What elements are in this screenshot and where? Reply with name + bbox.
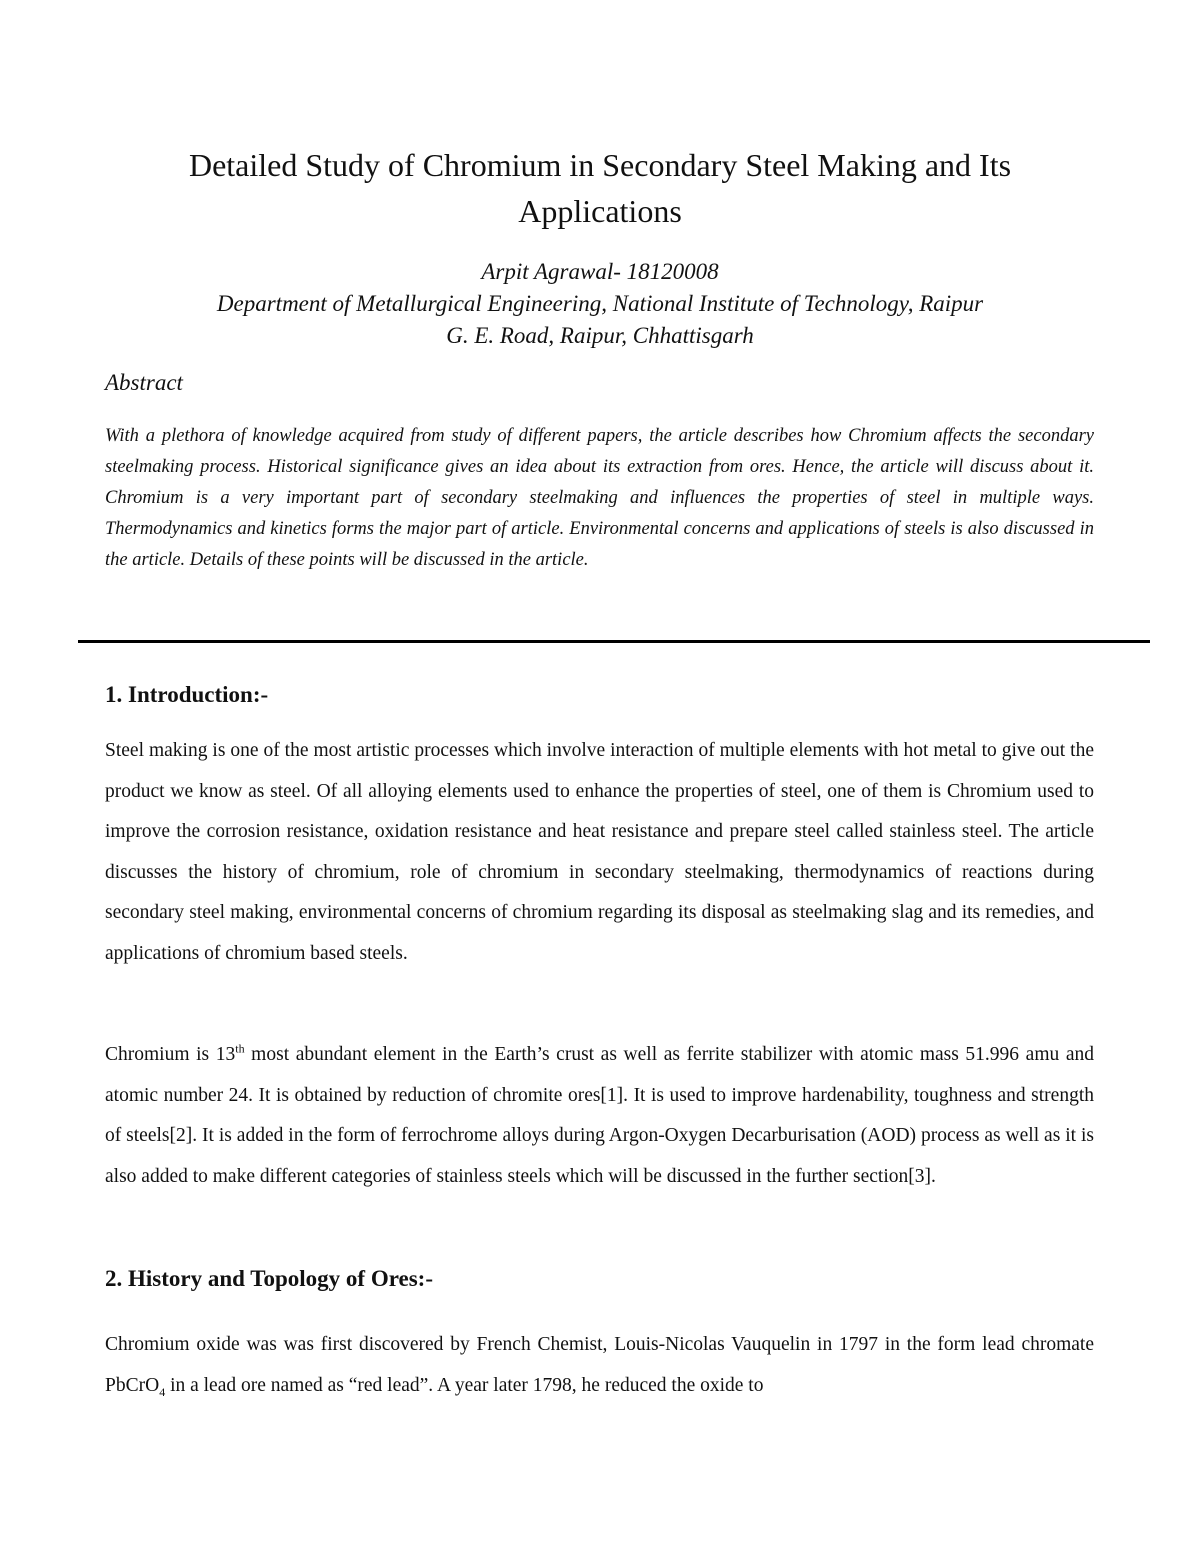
intro-p2-text-a: Chromium is 13 <box>105 1044 236 1065</box>
author-address: G. E. Road, Raipur, Chhattisgarh <box>446 323 754 348</box>
author-name: Arpit Agrawal- 18120008 <box>481 259 719 284</box>
ordinal-superscript: th <box>235 1041 245 1056</box>
introduction-paragraph-2 <box>105 1035 1094 1197</box>
paper-title-line-2: Applications <box>518 193 682 229</box>
author-affiliation: Department of Metallurgical Engineering, National Institute of Technology, Raipur <box>216 291 984 316</box>
history-p1-text-b: in a lead ore named as “red lead”. A year later 1798, he reduced the oxide to <box>165 1374 764 1396</box>
history-paragraph-1 <box>105 1325 1094 1406</box>
history-p1-text-a: Chromium oxide was was first discovered by French Chemist, Louis-Nicolas Vauquelin in 1797 in the form lead chromate PbCrO <box>105 1334 1094 1396</box>
abstract-heading: Abstract <box>105 370 183 395</box>
formula-subscript: 4 <box>159 1384 166 1399</box>
paper-title-line-1: Detailed Study of Chromium in Secondary Steel Making and Its <box>188 147 1012 183</box>
section-divider <box>78 640 1150 643</box>
author-block <box>60 256 1140 352</box>
introduction-paragraph-1: Steel making is one of the most artistic processes which involve interaction of multiple elements with hot metal to give out the product we know as steel. Of all alloying elements used to enhance the properties of steel, one of them is Chromium used to improve the corrosion resistance, oxidation resistance and heat resistance and prepare steel called stainless steel. The article discusses the history of chromium, role of chromium in secondary steelmaking, thermodynamics of reactions during secondary steel making, environmental concerns of chromium regarding its disposal as steelmaking slag and its remedies, and applications of chromium based steels. <box>105 740 1094 964</box>
intro-p2-text-b: most abundant element in the Earth’s crust as well as ferrite stabilizer with atomic mass 51.996 amu and atomic number 24. It is obtained by reduction of chromite ores[1]. It is used to improve hardenability, toughness and strength of steels[2]. It is added in the form of ferrochrome alloys during Argon-Oxygen Decarburisation (AOD) process as well as it is also added to make different categories of stainless steels which will be discussed in the further section[3]. <box>105 1044 1094 1187</box>
introduction-heading: 1. Introduction:- <box>105 682 269 707</box>
abstract-text: With a plethora of knowledge acquired from study of different papers, the article describes how Chromium affects the secondary steelmaking process. Historical significance gives an idea about its extraction from ores. Hence, the article will discuss about it. Chromium is a very important part of secondary steelmaking and influences the properties of steel in multiple ways. Thermodynamics and kinetics forms the major part of article. Environmental concerns and applications of steels is also discussed in the article. Details of these points will be discussed in the article. <box>105 426 1094 570</box>
paper-title <box>80 142 1120 234</box>
history-heading: 2. History and Topology of Ores:- <box>105 1266 433 1291</box>
